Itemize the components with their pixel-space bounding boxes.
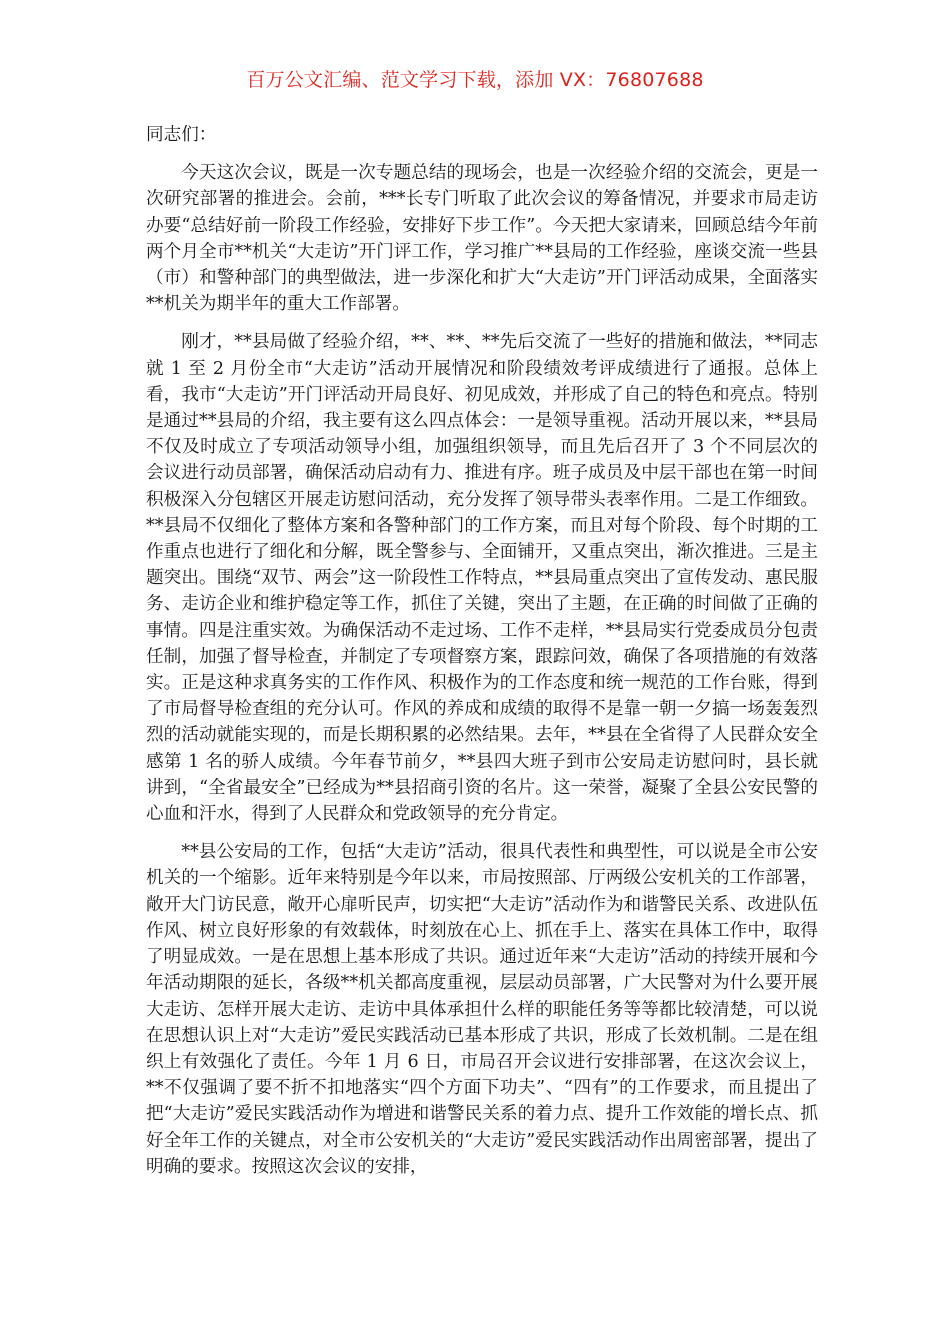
paragraph-3: **县公安局的工作，包括“大走访”活动，很具代表性和典型性，可以说是全市公安机关的一个缩影。近年来特别是今年以来，市局按照部、厅两级公安机关的工作部署，敞开大门访民意，敞开心扉听民声，切实把“大走访”活动作为和谐警民关系、改进队伍作风、树立良好形象的有效载体，时刻放在心上、抓在手上、落实在具体工作中，取得了明显成效。一是在思想上基本形成了共识。通过近年来“大走访”活动的持续开展和今年活动期限的延长，各级**机关都高度重视，层层动员部署，广大民警对为什么要开展大走访、怎样开展大走访、走访中具体承担什么样的职能任务等等都比较清楚，可以说在思想认识上对“大走访”爱民实践活动已基本形成了共识，形成了长效机制。二是在组织上有效强化了责任。今年 1 月 6 日，市局召开会议进行安排部署，在这次会议上，**不仅强调了要不折不扣地落实“四个方面下功夫”、“四有”的工作要求，而且提出了把“大走访”爱民实践活动作为增进和谐警民关系的着力点、提升工作效能的增长点、抓好全年工作的关键点，对全市公安机关的“大走访”爱民实践活动作出周密部署，提出了明确的要求。按照这次会议的安排，: [146, 842, 818, 1177]
salutation: 同志们：: [146, 125, 217, 145]
watermark-header: 百万公文汇编、范文学习下载，添加 VX：76807688: [246, 69, 704, 91]
paragraph-1: 今天这次会议，既是一次专题总结的现场会，也是一次经验介绍的交流会，更是一次研究部署的推进会。会前，***长专门听取了此次会议的筹备情况，并要求市局走访办要“总结好前一阶段工作经验，安排好下步工作”。今天把大家请来，回顾总结今年前两个月全市**机关“大走访”开门评工作，学习推广**县局的工作经验，座谈交流一些县（市）和警种部门的典型做法，进一步深化和扩大“大走访”开门评活动成果，全面落实**机关为期半年的重大工作部署。: [146, 163, 818, 315]
document-body: [146, 122, 818, 1192]
paragraph-2: 刚才，**县局做了经验介绍，**、**、**先后交流了一些好的措施和做法，**同志就 1 至 2 月份全市“大走访”活动开展情况和阶段绩效考评成绩进行了通报。总体上看，我市“大走访”开门评活动开局良好、初见成效，并形成了自己的特色和亮点。特别是通过**县局的介绍，我主要有这么四点体会：一是领导重视。活动开展以来，**县局不仅及时成立了专项活动领导小组，加强组织领导，而且先后召开了 3 个不同层次的会议进行动员部署，确保活动启动有力、推进有序。班子成员及中层干部也在第一时间积极深入分包辖区开展走访慰问活动，充分发挥了领导带头表率作用。二是工作细致。**县局不仅细化了整体方案和各警种部门的工作方案，而且对每个阶段、每个时期的工作重点也进行了细化和分解，既全警参与、全面铺开，又重点突出，渐次推进。三是主题突出。围绕“双节、两会”这一阶段性工作特点，**县局重点突出了宣传发动、惠民服务、走访企业和维护稳定等工作，抓住了关键，突出了主题，在正确的时间做了正确的事情。四是注重实效。为确保活动不走过场、工作不走样，**县局实行党委成员分包责任制，加强了督导检查，并制定了专项督察方案，跟踪问效，确保了各项措施的有效落实。正是这种求真务实的工作作风、积极作为的工作态度和统一规范的工作台账，得到了市局督导检查组的充分认可。作风的养成和成绩的取得不是靠一朝一夕搞一场轰轰烈烈的活动就能实现的，而是长期积累的必然结果。去年，**县在全省得了人民群众安全感第 1 名的骄人成绩。今年春节前夕，**县四大班子到市公安局走访慰问时，县长就讲到，“全省最安全”已经成为**县招商引资的名片。这一荣誉，凝聚了全县公安民警的心血和汗水，得到了人民群众和党政领导的充分肯定。: [146, 332, 818, 825]
